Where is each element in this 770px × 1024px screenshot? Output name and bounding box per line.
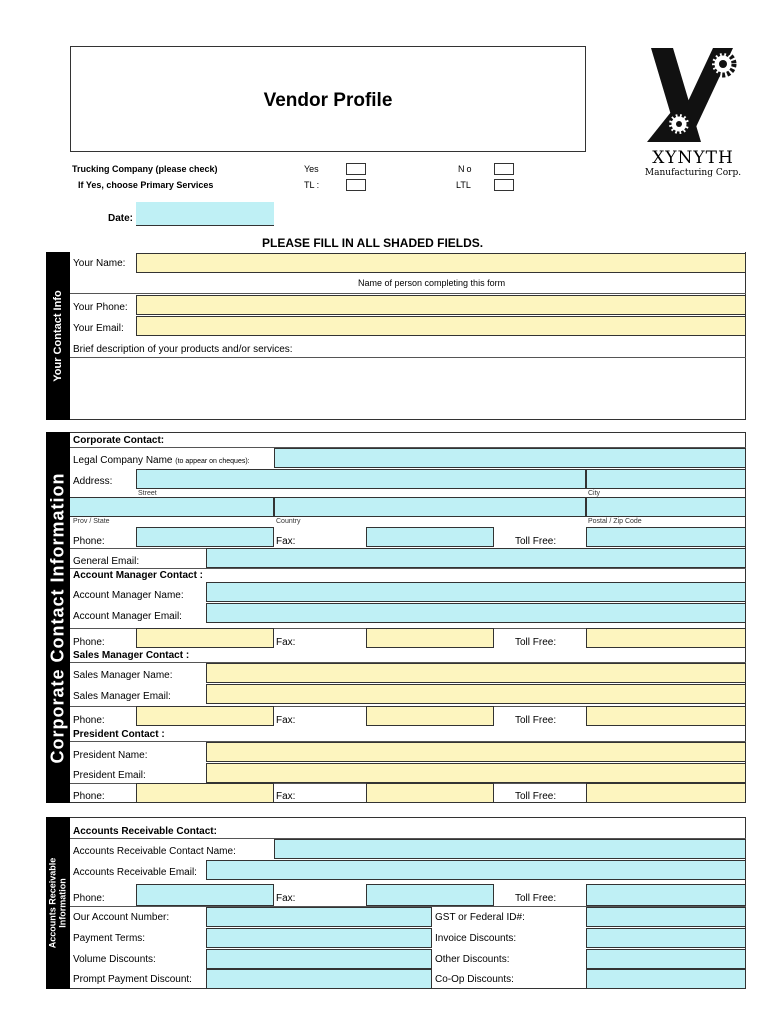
general-email-label: General Email: xyxy=(73,556,140,567)
services-question: If Yes, choose Primary Services xyxy=(78,180,214,190)
your-phone-label: Your Phone: xyxy=(73,302,128,313)
date-field[interactable] xyxy=(136,202,274,226)
yes-label: Yes xyxy=(304,164,319,174)
city-field[interactable] xyxy=(586,469,746,489)
sm-fax-label: Fax: xyxy=(276,715,296,726)
corp-phone-label: Phone: xyxy=(73,536,105,547)
sm-phone-label: Phone: xyxy=(73,715,105,726)
other-discounts-field[interactable] xyxy=(586,949,746,969)
tl-label: TL : xyxy=(304,180,320,190)
account-manager-name-label: Account Manager Name: xyxy=(73,590,184,601)
your-email-label: Your Email: xyxy=(73,323,124,334)
your-name-field[interactable] xyxy=(136,253,746,273)
description-field[interactable] xyxy=(71,358,745,419)
prov-hint: Prov / State xyxy=(73,518,110,525)
prov-field[interactable] xyxy=(70,497,274,517)
payment-terms-label: Payment Terms: xyxy=(73,933,146,944)
ar-contact-name-label: Accounts Receivable Contact Name: xyxy=(73,846,236,857)
am-tollfree-field[interactable] xyxy=(586,628,746,648)
sales-manager-name-field[interactable] xyxy=(206,663,746,683)
sm-tollfree-label: Toll Free: xyxy=(515,715,557,726)
payment-terms-field[interactable] xyxy=(206,928,432,948)
no-checkbox[interactable] xyxy=(494,163,514,175)
street-hint: Street xyxy=(138,490,157,497)
ar-email-field[interactable] xyxy=(206,860,746,880)
ar-phone-label: Phone: xyxy=(73,893,105,904)
address-label: Address: xyxy=(73,476,113,487)
president-name-label: President Name: xyxy=(73,750,148,761)
no-label: No xyxy=(458,164,474,174)
ar-email-label: Accounts Receivable Email: xyxy=(73,867,197,878)
postal-field[interactable] xyxy=(586,497,746,517)
pres-phone-field[interactable] xyxy=(136,783,274,803)
legal-name-note: (to appear on cheques): xyxy=(175,458,250,465)
your-name-label: Your Name: xyxy=(73,258,126,269)
sales-manager-email-label: Sales Manager Email: xyxy=(73,691,171,702)
sales-manager-name-label: Sales Manager Name: xyxy=(73,670,173,681)
ar-fax-field[interactable] xyxy=(366,884,494,906)
corp-phone-field[interactable] xyxy=(136,527,274,547)
prompt-payment-label: Prompt Payment Discount: xyxy=(73,974,192,985)
ar-contact-heading: Accounts Receivable Contact: xyxy=(73,826,217,837)
pres-phone-label: Phone: xyxy=(73,791,105,802)
am-tollfree-label: Toll Free: xyxy=(515,637,557,648)
ar-tollfree-field[interactable] xyxy=(586,884,746,906)
other-discounts-label: Other Discounts: xyxy=(435,954,510,965)
legal-name-field[interactable] xyxy=(274,448,746,468)
am-phone-label: Phone: xyxy=(73,637,105,648)
logo-name: XYNYTH xyxy=(652,148,734,168)
sales-manager-heading: Sales Manager Contact : xyxy=(73,650,190,661)
sm-phone-field[interactable] xyxy=(136,706,274,726)
co-op-discounts-label: Co-Op Discounts: xyxy=(435,974,514,985)
corp-fax-label: Fax: xyxy=(276,536,296,547)
ar-side-label-line1: Accounts Receivable xyxy=(47,857,58,949)
sales-manager-email-field[interactable] xyxy=(206,684,746,704)
country-field[interactable] xyxy=(274,497,586,517)
our-account-number-field[interactable] xyxy=(206,907,432,927)
corp-fax-field[interactable] xyxy=(366,527,494,547)
postal-hint: Postal / Zip Code xyxy=(588,518,642,525)
ltl-label: LTL xyxy=(456,180,471,190)
am-fax-label: Fax: xyxy=(276,637,296,648)
contact-info-side-label: Your Contact Info xyxy=(52,290,64,382)
pres-fax-label: Fax: xyxy=(276,791,296,802)
ar-side-label xyxy=(48,858,69,949)
corp-tollfree-label: Toll Free: xyxy=(515,536,557,547)
president-email-label: President Email: xyxy=(73,770,146,781)
your-email-field[interactable] xyxy=(136,316,746,336)
volume-discounts-label: Volume Discounts: xyxy=(73,954,156,965)
account-manager-email-field[interactable] xyxy=(206,603,746,623)
country-hint: Country xyxy=(276,518,301,525)
invoice-discounts-label: Invoice Discounts: xyxy=(435,933,517,944)
corporate-sidebar xyxy=(46,432,70,803)
legal-name-text: Legal Company Name xyxy=(73,455,173,466)
invoice-discounts-field[interactable] xyxy=(586,928,746,948)
logo-x-gear-icon xyxy=(643,46,743,146)
corporate-side-label: Corporate Contact Information xyxy=(47,471,68,764)
president-heading: President Contact : xyxy=(73,729,165,740)
date-label: Date: xyxy=(108,213,134,224)
pres-fax-field[interactable] xyxy=(366,783,494,803)
am-fax-field[interactable] xyxy=(366,628,494,648)
ar-tollfree-label: Toll Free: xyxy=(515,893,557,904)
legal-name-label xyxy=(73,456,250,466)
ar-phone-field[interactable] xyxy=(136,884,274,906)
ar-fax-label: Fax: xyxy=(276,893,296,904)
tl-checkbox[interactable] xyxy=(346,179,366,191)
page-title: Vendor Profile xyxy=(263,90,393,111)
city-hint: City xyxy=(588,490,601,497)
yes-checkbox[interactable] xyxy=(346,163,366,175)
contact-info-sidebar xyxy=(46,252,70,420)
your-phone-field[interactable] xyxy=(136,295,746,315)
account-manager-heading: Account Manager Contact : xyxy=(73,570,204,581)
ar-contact-name-field[interactable] xyxy=(274,839,746,859)
our-account-number-label: Our Account Number: xyxy=(73,912,170,923)
corporate-contact-heading: Corporate Contact: xyxy=(73,435,165,446)
ar-side-label-line2: Information xyxy=(58,878,68,928)
logo-tagline: Manufacturing Corp. xyxy=(644,168,742,178)
president-email-field[interactable] xyxy=(206,763,746,783)
sm-tollfree-field[interactable] xyxy=(586,706,746,726)
ar-sidebar xyxy=(46,817,70,989)
sm-fax-field[interactable] xyxy=(366,706,494,726)
prompt-payment-field[interactable] xyxy=(206,969,432,989)
ltl-checkbox[interactable] xyxy=(494,179,514,191)
am-phone-field[interactable] xyxy=(136,628,274,648)
pres-tollfree-field[interactable] xyxy=(586,783,746,803)
fill-instruction: PLEASE FILL IN ALL SHADED FIELDS. xyxy=(262,236,484,250)
gst-id-field[interactable] xyxy=(586,907,746,927)
corp-tollfree-field[interactable] xyxy=(586,527,746,547)
street-field[interactable] xyxy=(136,469,586,489)
your-name-hint: Name of person completing this form xyxy=(358,278,506,288)
co-op-discounts-field[interactable] xyxy=(586,969,746,989)
volume-discounts-field[interactable] xyxy=(206,949,432,969)
account-manager-name-field[interactable] xyxy=(206,582,746,602)
trucking-question: Trucking Company (please check) xyxy=(72,164,218,174)
president-name-field[interactable] xyxy=(206,742,746,762)
account-manager-email-label: Account Manager Email: xyxy=(73,611,182,622)
gst-id-label: GST or Federal ID#: xyxy=(435,912,525,923)
company-logo xyxy=(643,46,743,186)
general-email-field[interactable] xyxy=(206,548,746,568)
description-label: Brief description of your products and/or services: xyxy=(73,344,293,355)
pres-tollfree-label: Toll Free: xyxy=(515,791,557,802)
